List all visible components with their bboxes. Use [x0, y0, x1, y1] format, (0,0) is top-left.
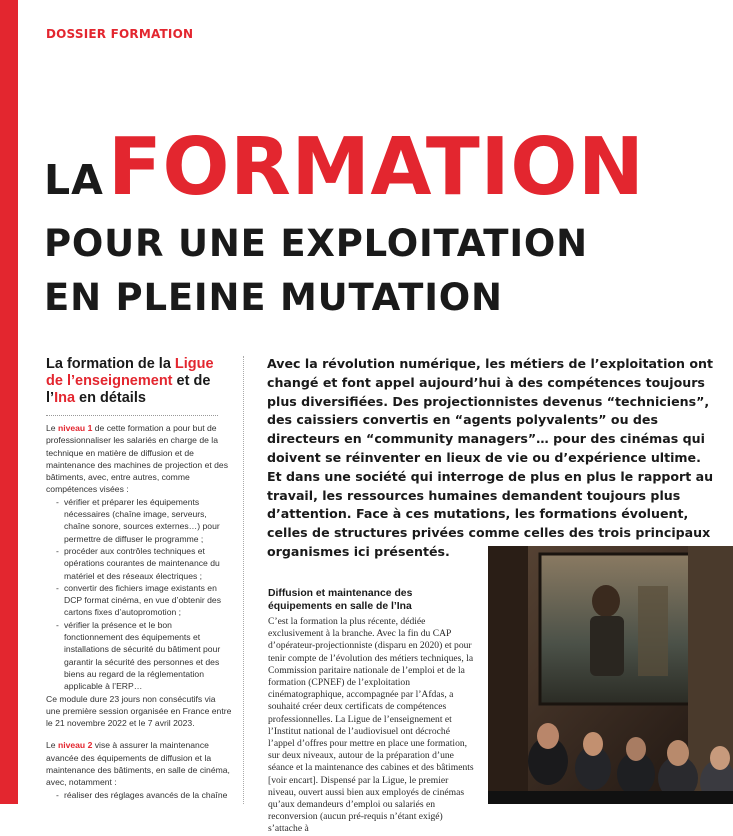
article-heading: Diffusion et maintenance des équipements en salle de l’Ina	[268, 588, 413, 612]
sidebar-p3-pre: Le	[46, 740, 58, 751]
column-divider	[243, 356, 244, 804]
title-line-3: EN PLEINE MUTATION	[44, 276, 503, 319]
article-body: C’est la formation la plus récente, dédiée exclusivement à la branche. Avec la fin du CAP d’opérateur-projectionniste (disparu en 2020) et pour tenir compte de l’évolution des métiers techniques, la Commission paritaire nationale de l’emploi et de la formation (CPNEF) de l’exploitation cinématographique, accompagnée par l’Afdas, a souhaité créer deux certificats de compétences professionnelles. La Ligue de l’enseignement et l’Institut national de l’audiovisuel ont décroché l’appel d’offres pour mettre en place une formation, sur deux niveaux, autour de la préparation d’une séance et la maintenance des cabines et des bâtiments [voir encart]. Dispensé par la Ligue, le premier niveau, ouvert aussi bien aux employés de cinémas qu’aux demandeurs d’emploi ou salariés en reconversion (aucun pré-requis n’étant exigé) s’attache à	[268, 616, 474, 835]
list-item: - vérifier et préparer les équipements nécessaires (chaîne image, serveurs, chaîne sonore, sources externes…) pour permettre de diffuser le programme ;	[56, 496, 232, 545]
sidebar-p3-post: vise à assurer la maintenance avancée des équipements de diffusion et la maintenance des bâtiments, en salle de cinéma, avec, notamment :	[46, 740, 230, 788]
list-item: - réaliser des réglages avancés de la chaîne	[56, 789, 232, 801]
section-label: DOSSIER FORMATION	[46, 27, 194, 41]
sidebar-heading-part-3: en détails	[75, 390, 146, 406]
cinema-photo-illustration	[488, 546, 733, 804]
sidebar-divider	[46, 415, 218, 416]
sidebar-p1-post: de cette formation a pour but de professionnaliser les salariés en charge de la technique en matière de diffusion et de maintenance des machines de projection et des bâtiments, avec, entre autres, comme compétences visées :	[46, 423, 229, 495]
list-item: - convertir des fichiers image existants en DCP format cinéma, en vue d’obtenir des cartons fixes d’autopromotion ;	[56, 582, 232, 619]
list-item: - vérifier la présence et le bon fonctionnement des équipements et installations de sécurité du bâtiment pour garantir la sécurité des personnes et des biens au regard de la réglementation applicable à l’ERP…	[56, 619, 232, 693]
sidebar-box	[46, 422, 232, 801]
cinema-photo	[488, 546, 733, 804]
sidebar-list-level-1	[56, 496, 232, 693]
sidebar-heading-part-2: et de l’	[46, 373, 211, 406]
sidebar-p1-pre: Le	[46, 423, 58, 433]
title-line-2: POUR UNE EXPLOITATION	[44, 222, 588, 265]
sidebar-paragraph-level-1	[46, 422, 232, 496]
sidebar-heading-ligue: Ligue de l’enseignement	[46, 356, 214, 389]
sidebar-heading-ina: Ina	[54, 390, 76, 406]
title-la: LA	[44, 156, 104, 204]
sidebar-paragraph-duration: Ce module dure 23 jours non consécutifs via une première session organisée en France entre le 21 novembre 2022 et le 7 avril 2023.	[46, 693, 232, 729]
title-formation: FORMATION	[107, 121, 645, 213]
sidebar-list-level-2	[56, 789, 232, 801]
sidebar-p3-bold: niveau 2	[57, 740, 93, 751]
sidebar-paragraph-level-2	[46, 739, 232, 788]
sidebar-p1-bold: niveau 1	[57, 423, 93, 433]
title-line-1	[44, 121, 645, 213]
list-item: - procéder aux contrôles techniques et opérations courantes de maintenance du matériel et des réseaux électriques ;	[56, 545, 232, 582]
sidebar-heading	[46, 356, 226, 407]
sidebar-heading-part-1: La formation de la	[46, 356, 175, 372]
left-accent-bar	[0, 0, 18, 804]
lead-paragraph: Avec la révolution numérique, les métiers de l’exploitation ont changé et font appel aujourd’hui à des compétences toujours plus diversifiées. Des projectionnistes devenus “techniciens”, des caissiers convertis en “agents polyvalents” ou des directeurs en “community managers”… pour des cinémas qui doivent se réinventer en lieux de vie ou d’expérience ultime. Et dans une société qui interroge de plus en plus le rapport au travail, les ressources humaines demandent toujours plus d’attention. Face à ces mutations, les formations évoluent, celles de structures privées comme celles des trois principaux organismes ici présentés.	[267, 356, 714, 559]
